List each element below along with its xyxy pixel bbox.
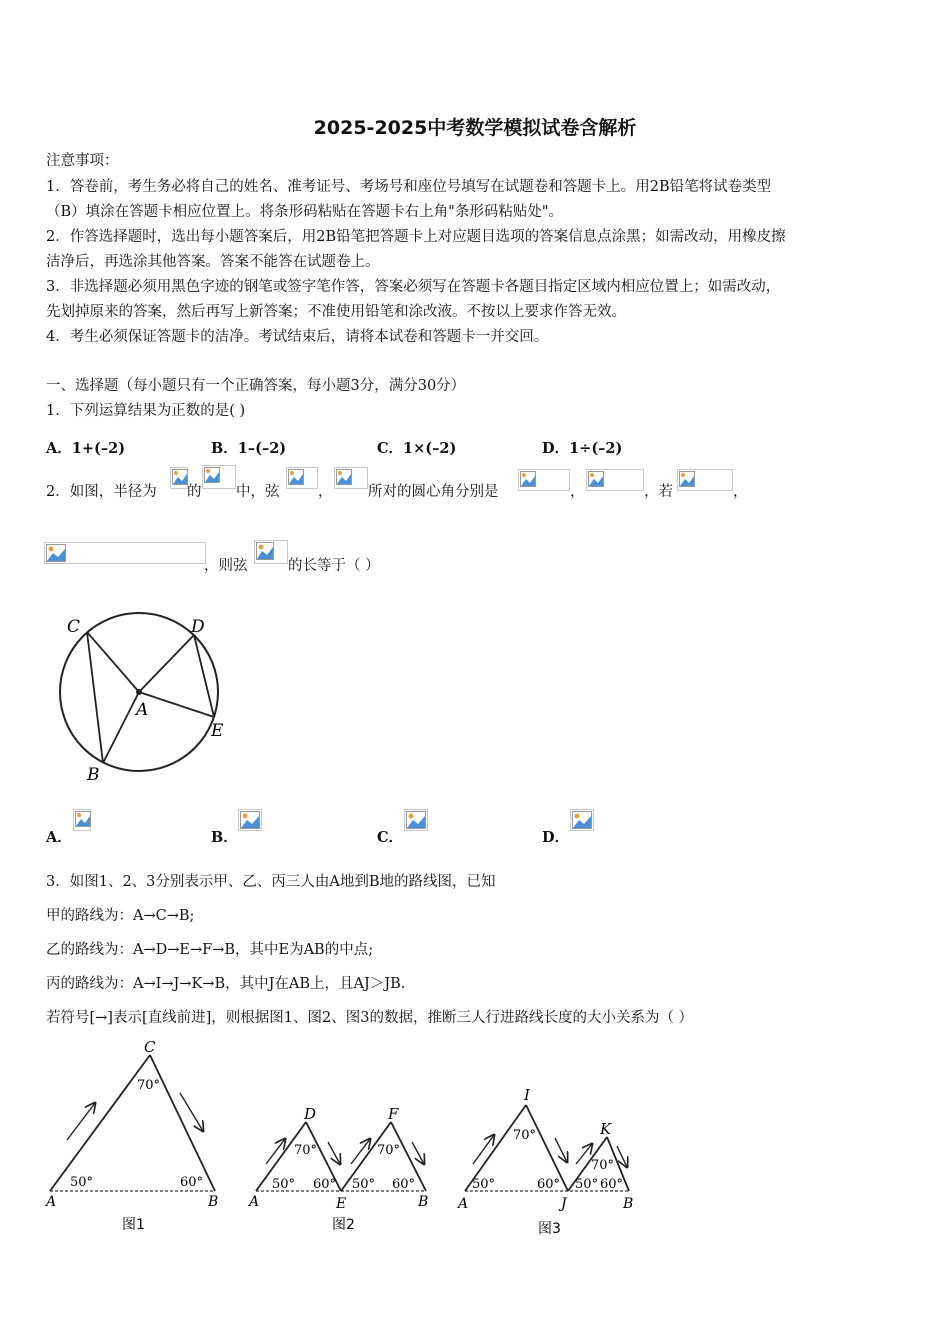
broken-image-icon xyxy=(588,471,604,487)
label-e: E xyxy=(211,721,224,741)
route-figures xyxy=(40,1038,650,1248)
formula-image xyxy=(202,465,236,489)
q1-stem: 1．下列运算结果为正数的是( ) xyxy=(46,403,246,419)
formula-image xyxy=(254,540,288,564)
notice-item-4: 4．考生必须保证答题卡的洁净。考试结束后，请将本试卷和答题卡一并交回。 xyxy=(46,329,549,345)
center-point xyxy=(136,689,142,695)
label-d: D xyxy=(191,617,205,637)
figure-1 xyxy=(44,1038,218,1233)
broken-image-icon xyxy=(572,811,592,829)
q2-text-3: 中，弦 xyxy=(236,484,280,500)
angle-d: 70° xyxy=(294,1143,318,1158)
angle-a: 50° xyxy=(472,1177,496,1192)
label-i: I xyxy=(524,1086,530,1104)
arrow-up-icon xyxy=(351,1139,370,1164)
notice-item-1-line-2: （B）填涂在答题卡相应位置上。将条形码粘贴在答题卡右上角"条形码粘贴处"。 xyxy=(46,204,563,220)
arrow-up-icon xyxy=(266,1139,285,1164)
q2-text-5: 所对的圆心角分别是 xyxy=(368,484,499,500)
label-j: J xyxy=(561,1196,567,1212)
label-d: D xyxy=(304,1105,317,1123)
q2-text-7: ，若 xyxy=(644,484,673,500)
segment-ab xyxy=(103,692,139,763)
q1-option-c: C．1×(–2) xyxy=(377,440,457,457)
broken-image-icon xyxy=(256,542,274,560)
angle-e-right: 50° xyxy=(352,1177,376,1192)
label-a: A xyxy=(458,1196,469,1212)
label-b: B xyxy=(418,1194,429,1210)
angle-j-left: 60° xyxy=(537,1177,561,1192)
notice-item-1-line-1: 1．答卷前，考生务必将自己的姓名、准考证号、考场号和座位号填写在试题卷和答题卡上。用2B铅笔将试卷类型 xyxy=(46,179,772,195)
chord-cb xyxy=(87,632,103,763)
angle-a: 50° xyxy=(272,1177,296,1192)
angle-a: 50° xyxy=(70,1175,94,1190)
segment-ca xyxy=(87,632,139,692)
label-a: A xyxy=(46,1194,57,1210)
angle-e-left: 60° xyxy=(313,1177,337,1192)
angle-b: 60° xyxy=(392,1177,416,1192)
broken-image-icon xyxy=(679,471,695,487)
q2-text-4: ， xyxy=(318,484,333,500)
figure-2 xyxy=(247,1105,428,1233)
arrow-up-icon xyxy=(473,1135,494,1164)
q1-option-a: A．1+(–2) xyxy=(46,440,126,457)
segment-ac xyxy=(50,1055,150,1191)
broken-image-icon xyxy=(204,467,220,483)
q3-line-4: 丙的路线为：A→I→J→K→B，其中J在AB上，且AJ＞JB. xyxy=(46,976,406,992)
broken-image-icon xyxy=(240,811,260,829)
notice-item-2-line-2: 洁净后，再选涂其他答案。答案不能答在试题卷上。 xyxy=(46,254,380,270)
notice-heading: 注意事项： xyxy=(46,153,119,169)
label-f: F xyxy=(388,1105,399,1123)
q1-option-b: B．1–(–2) xyxy=(211,440,287,457)
label-a: A xyxy=(249,1194,260,1210)
formula-image xyxy=(170,467,188,489)
q2-text-10: 的长等于（ ） xyxy=(288,558,380,574)
broken-image-icon xyxy=(288,469,304,485)
broken-image-icon xyxy=(520,471,536,487)
section-heading: 一、选择题（每小题只有一个正确答案，每小题3分，满分30分） xyxy=(46,378,466,394)
q2-option-d: D． xyxy=(542,829,570,846)
angle-j-right: 50° xyxy=(575,1177,599,1192)
circle-figure xyxy=(50,605,250,790)
angle-c: 70° xyxy=(137,1078,161,1093)
q2-text-2: 的 xyxy=(187,484,202,500)
segment-cb xyxy=(150,1055,215,1191)
caption-fig2: 图2 xyxy=(332,1217,355,1233)
caption-fig3: 图3 xyxy=(538,1221,561,1237)
label-c: C xyxy=(144,1038,156,1056)
angle-b: 60° xyxy=(600,1177,624,1192)
broken-image-icon xyxy=(75,811,91,827)
q3-line-3: 乙的路线为：A→D→E→F→B，其中E为AB的中点; xyxy=(46,942,374,958)
q3-line-5: 若符号[→]表示[直线前进]，则根据图1、图2、图3的数据，推断三人行进路线长度的大小关系为（ ） xyxy=(46,1010,694,1026)
q2-option-a: A． xyxy=(46,829,72,846)
segment-ae xyxy=(139,692,214,717)
option-d-image xyxy=(570,809,594,831)
angle-b: 60° xyxy=(180,1175,204,1190)
q2-text-6: ， xyxy=(570,484,585,500)
page-title: 2025-2025中考数学模拟试卷含解析 xyxy=(313,117,637,139)
formula-image xyxy=(286,467,318,489)
formula-image xyxy=(518,469,570,491)
option-c-image xyxy=(404,809,428,831)
notice-item-3-line-1: 3．非选择题必须用黑色字迹的钢笔或签字笔作答，答案必须写在答题卡各题目指定区域内相应位置上；如需改动， xyxy=(46,279,781,295)
label-b: B xyxy=(623,1196,634,1212)
figure-3 xyxy=(456,1086,633,1237)
broken-image-icon xyxy=(336,469,352,485)
q3-line-1: 3．如图1、2、3分别表示甲、乙、丙三人由A地到B地的路线图，已知 xyxy=(46,874,496,890)
arrow-down-icon xyxy=(328,1142,340,1164)
q3-line-2: 甲的路线为：A→C→B; xyxy=(46,908,195,924)
angle-i: 70° xyxy=(513,1128,537,1143)
broken-image-icon xyxy=(406,811,426,829)
option-a-image xyxy=(73,809,91,831)
notice-item-2-line-1: 2．作答选择题时，选出每小题答案后，用2B铅笔把答题卡上对应题目选项的答案信息点涂黑；如需改动，用橡皮擦 xyxy=(46,229,786,245)
q2-text-9: ，则弦 xyxy=(204,558,248,574)
label-a: A xyxy=(136,700,149,720)
label-k: K xyxy=(600,1120,612,1138)
label-b: B xyxy=(208,1194,219,1210)
q2-text-1: 2．如图，半径为 xyxy=(46,484,157,500)
option-b-image xyxy=(238,809,262,831)
angle-k: 70° xyxy=(591,1158,615,1173)
broken-image-icon xyxy=(172,469,188,485)
q2-text-8: ， xyxy=(733,484,748,500)
q2-option-c: C． xyxy=(377,829,404,846)
notice-item-3-line-2: 先划掉原来的答案，然后再写上新答案；不准使用铅笔和涂改液。不按以上要求作答无效。 xyxy=(46,304,626,320)
label-b: B xyxy=(87,765,100,785)
formula-image xyxy=(334,467,368,489)
q1-option-d: D．1÷(–2) xyxy=(542,440,623,457)
arrow-down-icon xyxy=(555,1138,567,1162)
label-c: C xyxy=(67,617,81,637)
segment-ad xyxy=(139,635,194,692)
angle-f: 70° xyxy=(377,1143,401,1158)
arrow-down-icon xyxy=(412,1142,424,1164)
caption-fig1: 图1 xyxy=(122,1217,145,1233)
formula-image xyxy=(586,469,644,491)
q2-option-b: B． xyxy=(211,829,238,846)
label-e: E xyxy=(336,1196,347,1212)
broken-image-icon xyxy=(46,544,66,562)
formula-image xyxy=(677,469,733,491)
formula-image xyxy=(44,542,206,564)
